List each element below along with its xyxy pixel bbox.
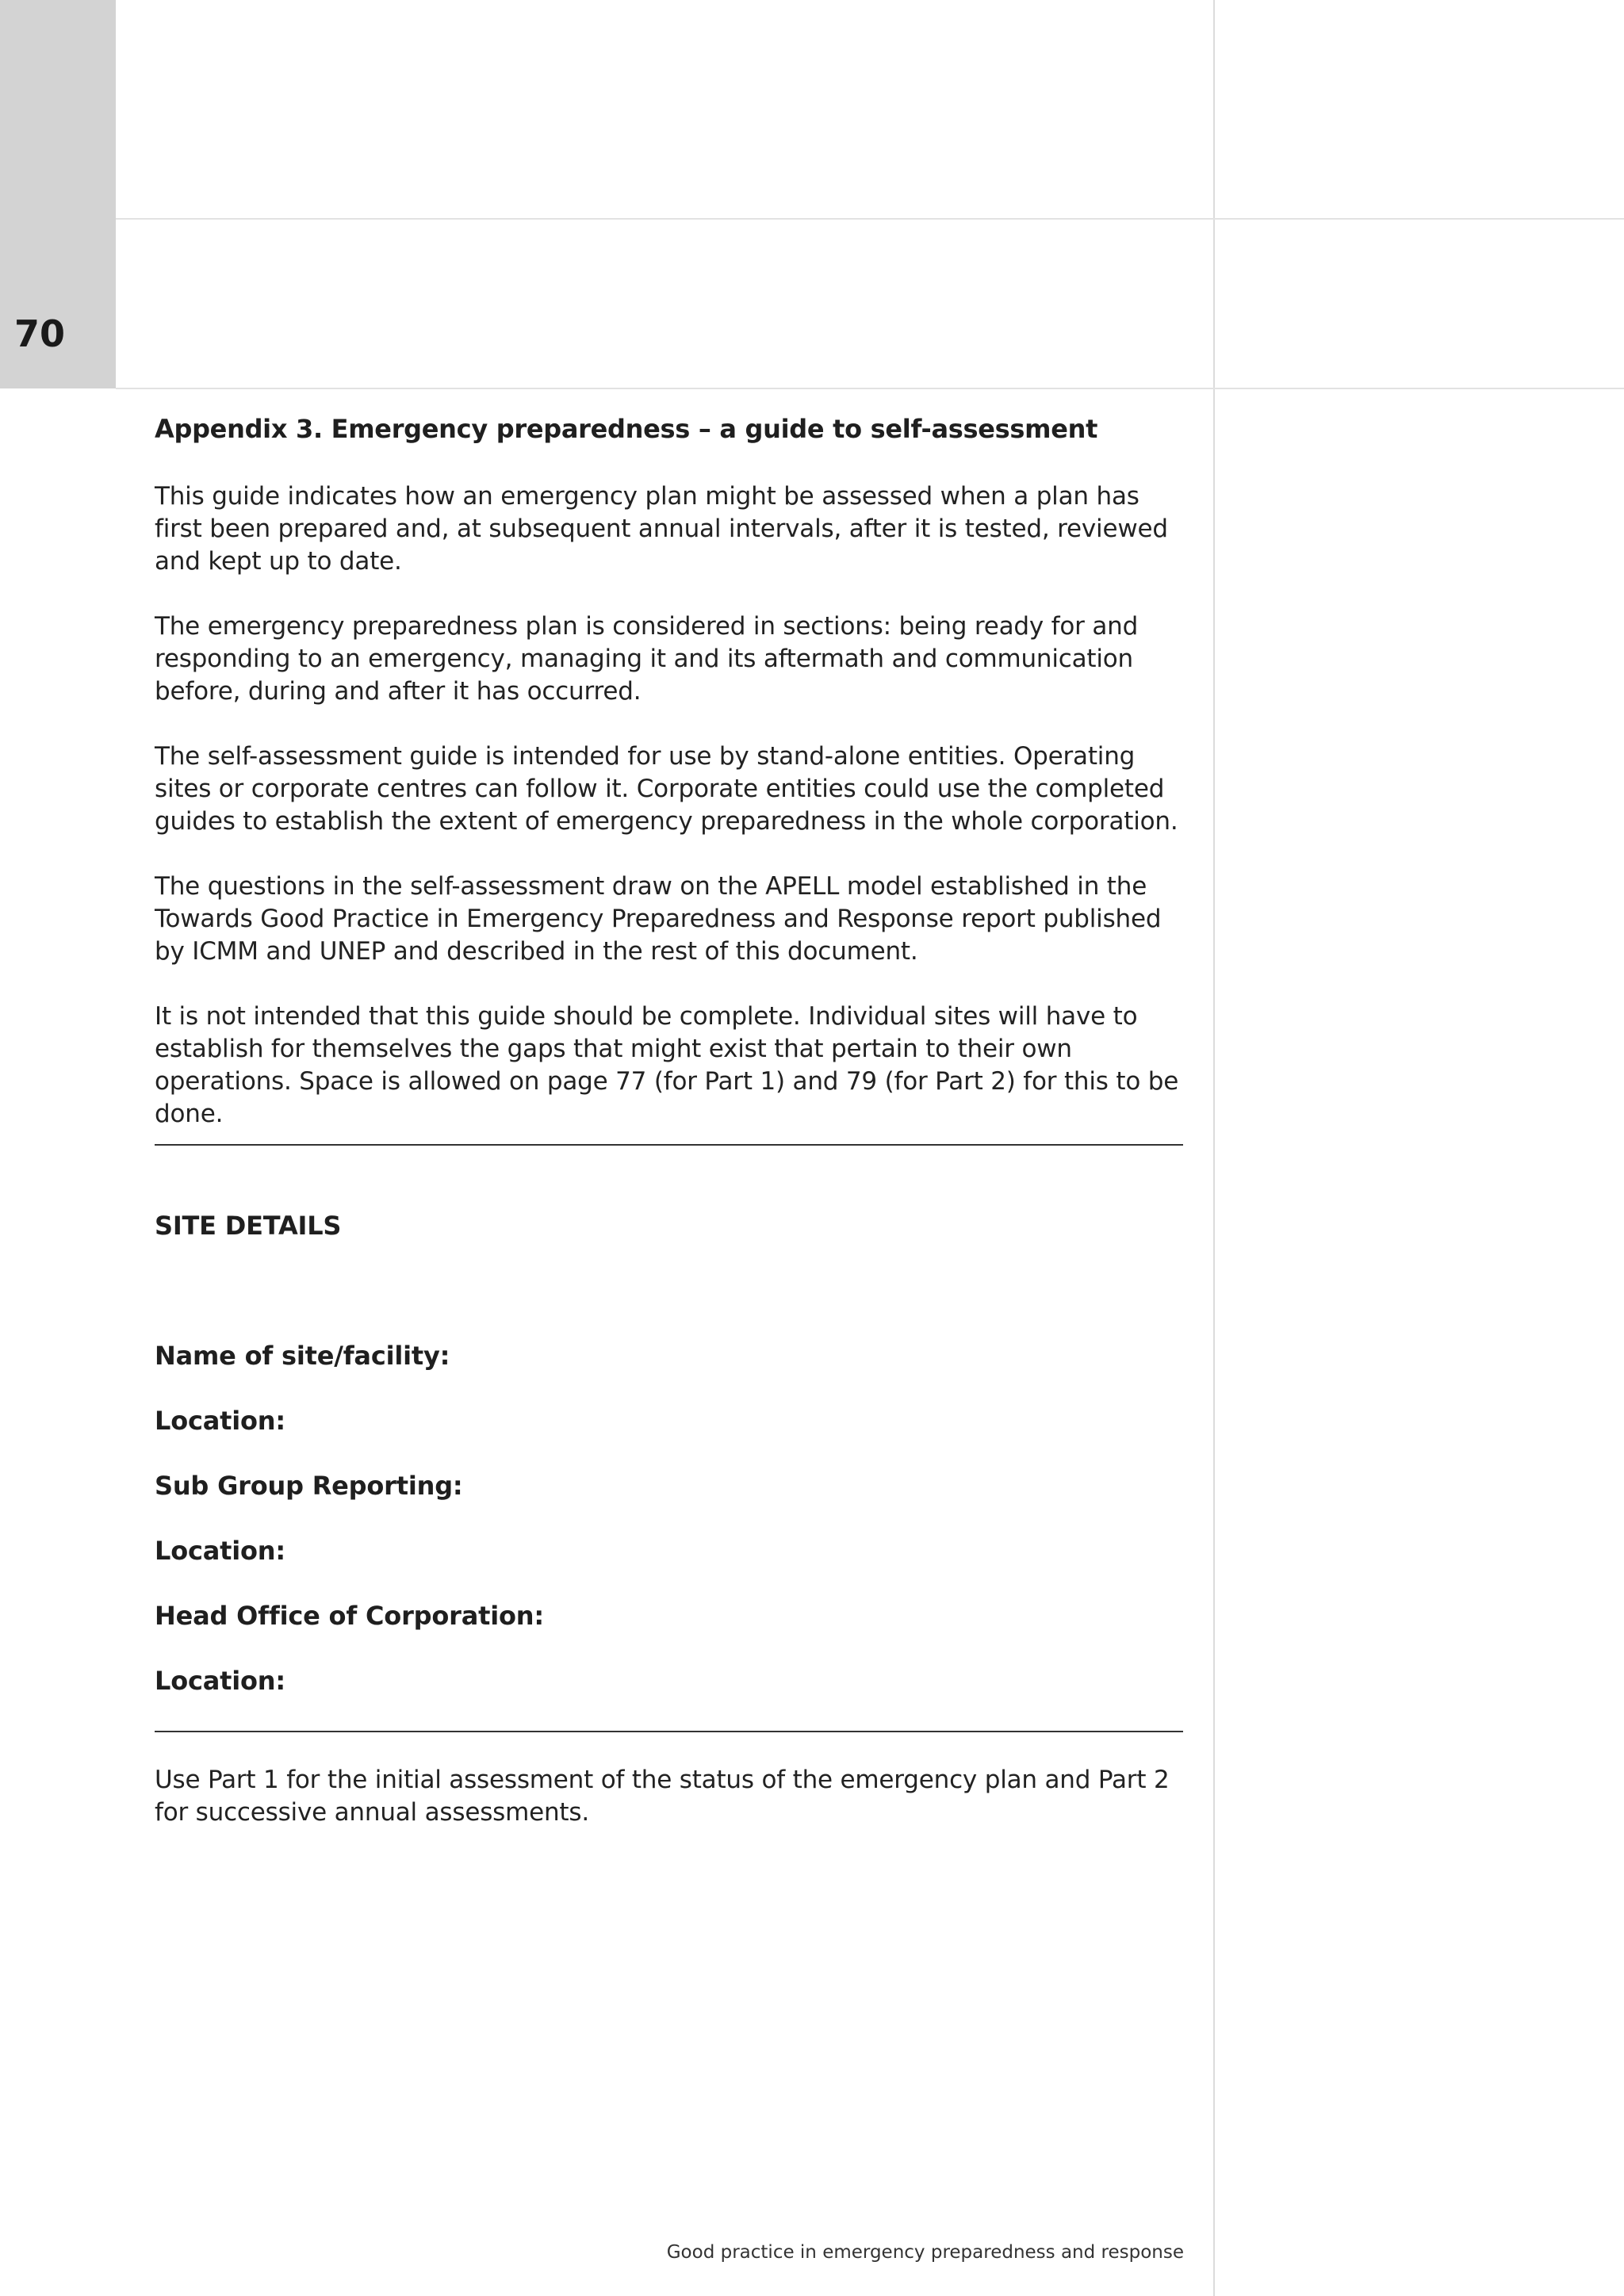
field-head-office: Head Office of Corporation: xyxy=(155,1601,544,1631)
page-footer: Good practice in emergency preparedness and response xyxy=(666,2242,1184,2263)
completeness-paragraph: It is not intended that this guide should be complete. Individual sites will have to establish for themselves the gaps that might exist that pertain to their own operations. Space is allowed on page 77 (for Part 1) and 79 (for Part 2) for this to be done. xyxy=(155,1002,1179,1128)
field-sub-group: Sub Group Reporting: xyxy=(155,1471,463,1501)
intro-paragraph: This guide indicates how an emergency plan might be assessed when a plan has first been prepared and, at subsequent annual intervals, after it is tested, reviewed and kept up to date. xyxy=(155,482,1168,576)
field-sub-group-location: Location: xyxy=(155,1536,285,1566)
page-number: 70 xyxy=(14,312,66,355)
appendix-heading: Appendix 3. Emergency preparedness – a guide to self-assessment xyxy=(155,414,1098,444)
section-divider xyxy=(155,1144,1183,1146)
site-details-fields xyxy=(155,1339,1183,1697)
apell-paragraph: The questions in the self-assessment draw on the APELL model established in the Towards Good Practice in Emergency Preparedness and Response report published by ICMM and UNEP and described in the rest of this document. xyxy=(155,872,1162,966)
fields-divider xyxy=(155,1731,1183,1732)
usage-paragraph: The self-assessment guide is intended for use by stand-alone entities. Operating sites or corporate centres can follow it. Corporate entities could use the completed guides to establish the extent of emergency preparedness in the whole corporation. xyxy=(155,742,1178,836)
main-content xyxy=(155,412,1183,1829)
site-details-title: SITE DETAILS xyxy=(155,1211,342,1241)
header-rule-bottom xyxy=(116,388,1624,389)
field-site-name: Name of site/facility: xyxy=(155,1341,450,1371)
margin-divider xyxy=(1213,0,1215,2296)
closing-paragraph: Use Part 1 for the initial assessment of the status of the emergency plan and Part 2 for successive annual assessments. xyxy=(155,1766,1170,1827)
header-rule-top xyxy=(116,218,1624,220)
field-head-office-location: Location: xyxy=(155,1666,285,1696)
sections-paragraph: The emergency preparedness plan is considered in sections: being ready for and responding to an emergency, managing it and its aftermath and communication before, during and after it has occurred. xyxy=(155,612,1139,706)
page-number-tab xyxy=(0,0,116,388)
field-site-location: Location: xyxy=(155,1406,285,1436)
